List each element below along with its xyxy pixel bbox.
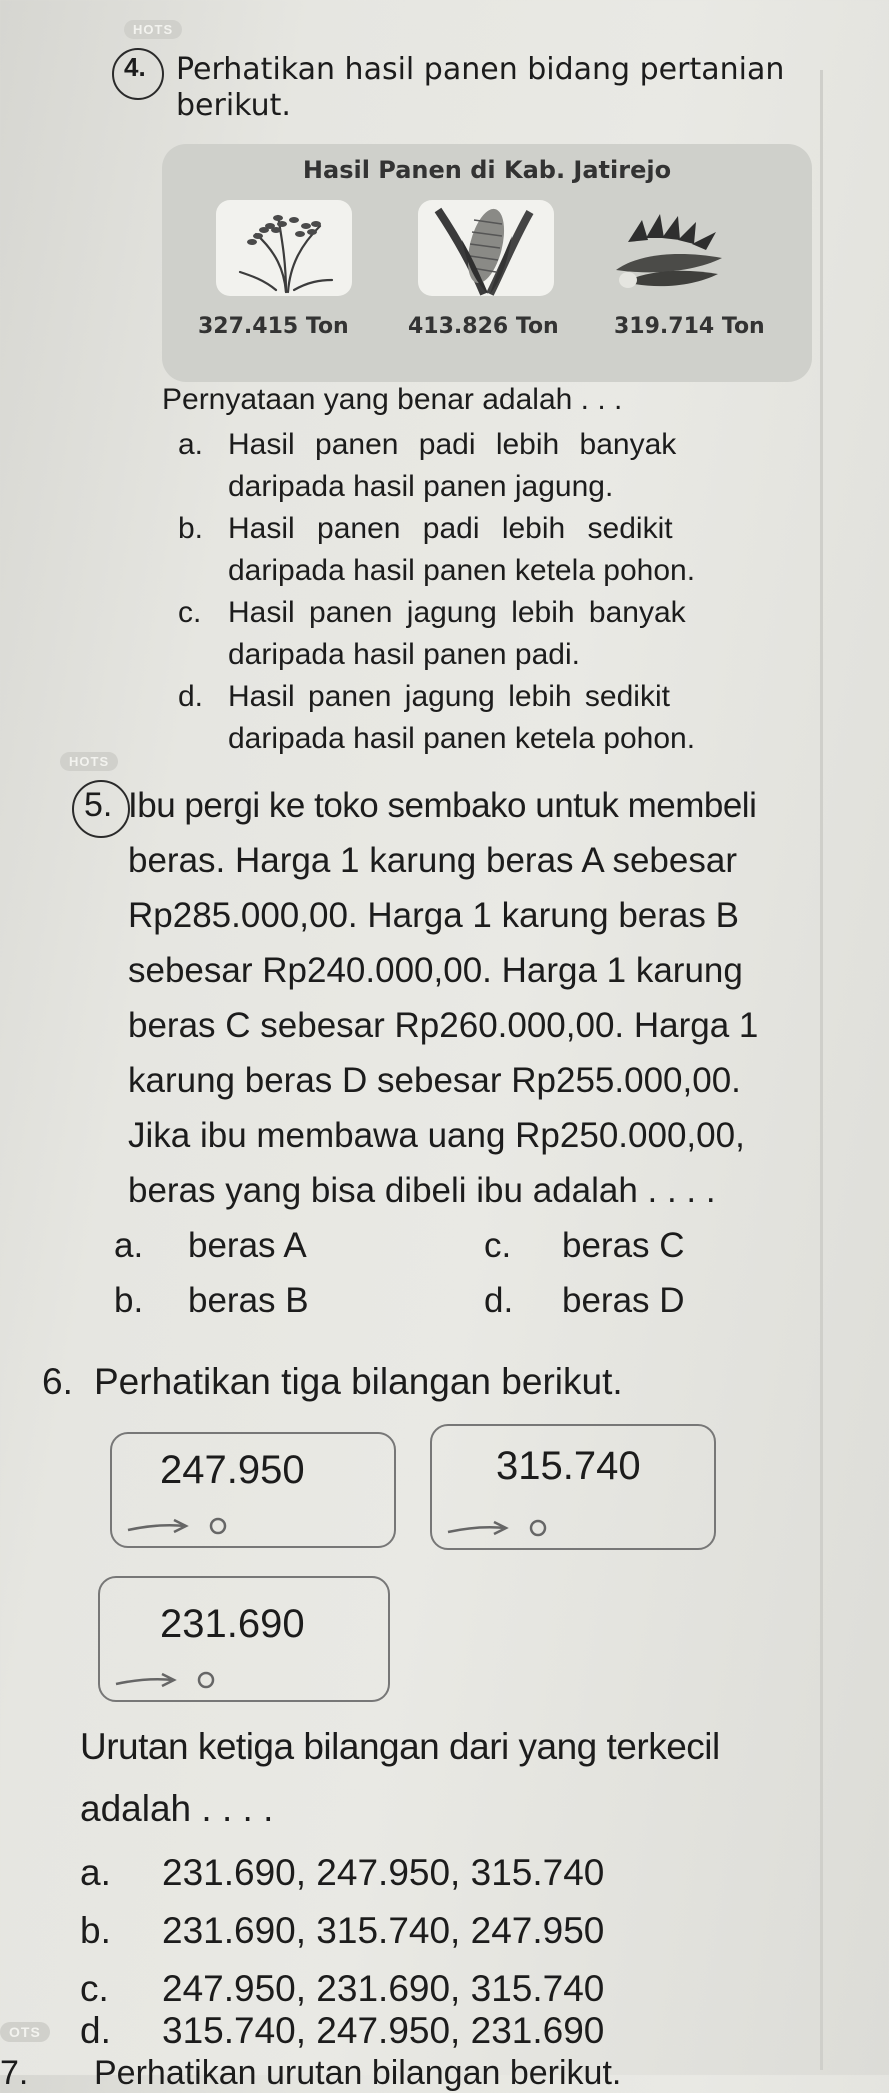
number-card — [110, 1432, 396, 1548]
option-c-text: 247.950, 231.690, 315.740 — [162, 1968, 605, 2009]
harvest-amount-rice: 327.415 Ton — [198, 314, 349, 339]
question-text-line: beras yang bisa dibeli ibu adalah . . . . — [128, 1171, 716, 1210]
number-card — [98, 1576, 390, 1702]
option-d-text-cont: daripada hasil panen ketela pohon. — [228, 722, 696, 755]
harvest-amount-corn: 413.826 Ton — [408, 314, 559, 339]
option-c-text-cont: daripada hasil panen padi. — [228, 638, 580, 671]
question-stem: Pernyataan yang benar adalah . . . — [162, 383, 623, 416]
number-value: 247.950 — [160, 1448, 305, 1492]
option-b-text-cont: daripada hasil panen ketela pohon. — [228, 554, 696, 587]
option-c-text: beras C — [562, 1226, 685, 1265]
arrow-circle-icon — [114, 1668, 224, 1692]
harvest-amount-cassava: 319.714 Ton — [614, 314, 765, 339]
question-prompt: Perhatikan hasil panen bidang pertanian — [176, 52, 785, 87]
option-letter: c. — [484, 1226, 512, 1265]
option-a-text: 231.690, 247.950, 315.740 — [162, 1852, 605, 1893]
ots-badge: OTS — [0, 2022, 50, 2042]
option-letter: c. — [178, 596, 202, 629]
question-stem: Urutan ketiga bilangan dari yang terkecil — [80, 1726, 720, 1767]
question-text-line: Rp285.000,00. Harga 1 karung beras B — [128, 896, 739, 935]
option-letter: a. — [80, 1852, 111, 1893]
question-text-line: beras C sebesar Rp260.000,00. Harga 1 — [128, 1006, 759, 1045]
option-letter: a. — [114, 1226, 144, 1265]
option-a-text: Hasil panen padi lebih banyak — [228, 428, 677, 461]
cassava-icon — [598, 200, 734, 296]
option-a-text-cont: daripada hasil panen jagung. — [228, 470, 614, 503]
option-b-text: Hasil panen padi lebih sedikit — [228, 512, 673, 545]
question-number: 5. — [84, 786, 113, 824]
option-a-text: beras A — [188, 1226, 307, 1265]
option-d-text: beras D — [562, 1281, 685, 1320]
question-stem-cont: adalah . . . . — [80, 1788, 274, 1829]
rice-plant-icon — [216, 200, 352, 296]
option-d-text: 315.740, 247.950, 231.690 — [162, 2010, 605, 2051]
corn-icon — [418, 200, 554, 296]
number-value: 315.740 — [496, 1444, 641, 1488]
number-value: 231.690 — [160, 1602, 305, 1646]
option-b-text: 231.690, 315.740, 247.950 — [162, 1910, 605, 1951]
question-number: 6. — [42, 1361, 73, 1402]
option-letter: c. — [80, 1968, 109, 2009]
question-text-line: Ibu pergi ke toko sembako untuk membeli — [128, 786, 757, 825]
question-prompt-cont: berikut. — [176, 88, 291, 123]
question-prompt-partial: Perhatikan urutan bilangan berikut. — [94, 2054, 622, 2092]
question-text-line: karung beras D sebesar Rp255.000,00. — [128, 1061, 741, 1100]
hots-badge: HOTS — [60, 752, 118, 771]
arrow-circle-icon — [446, 1516, 556, 1540]
question-number: 4. — [124, 52, 146, 82]
option-b-text: beras B — [188, 1281, 309, 1320]
option-d-text: Hasil panen jagung lebih sedikit — [228, 680, 670, 713]
question-text-line: sebesar Rp240.000,00. Harga 1 karung — [128, 951, 743, 990]
option-c-text: Hasil panen jagung lebih banyak — [228, 596, 686, 629]
harvest-panel — [162, 144, 812, 382]
arrow-circle-icon — [126, 1514, 236, 1538]
option-letter: d. — [484, 1281, 514, 1320]
question-text-line: beras. Harga 1 karung beras A sebesar — [128, 841, 737, 880]
option-letter: a. — [178, 428, 204, 461]
option-letter: d. — [80, 2010, 111, 2051]
panel-title: Hasil Panen di Kab. Jatirejo — [302, 156, 672, 184]
question-prompt: Perhatikan tiga bilangan berikut. — [94, 1361, 623, 1402]
option-letter: b. — [178, 512, 204, 545]
page-fold-shadow — [820, 70, 823, 2070]
hots-badge: HOTS — [124, 20, 182, 39]
number-card — [430, 1424, 716, 1550]
question-number: 7. — [0, 2054, 29, 2092]
question-text-line: Jika ibu membawa uang Rp250.000,00, — [128, 1116, 745, 1155]
option-letter: b. — [80, 1910, 111, 1951]
option-letter: d. — [178, 680, 204, 713]
option-letter: b. — [114, 1281, 144, 1320]
